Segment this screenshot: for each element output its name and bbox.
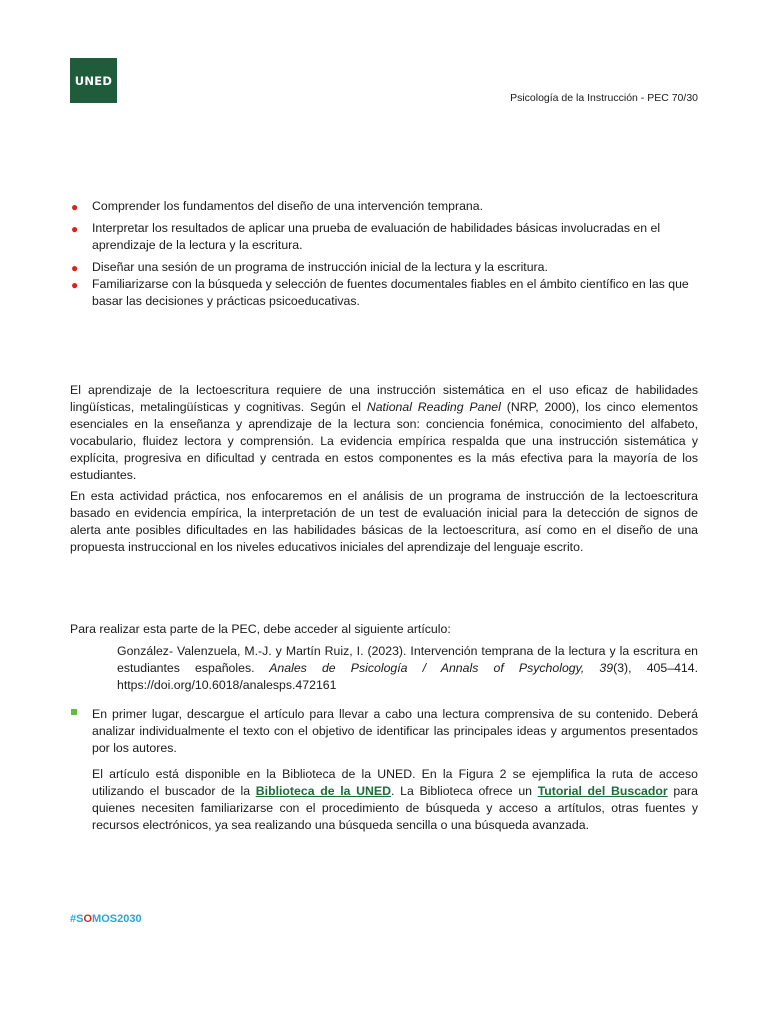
task-block [70,706,698,834]
access-lead: Para realizar esta parte de la PEC, debe acceder al siguiente artículo: [70,622,451,636]
biblioteca-link[interactable]: Biblioteca de la UNED [255,784,392,798]
reference-authors: González- Valenzuela, M.-J. y Martín Ruiz, I. (2023). Intervención temprana de la lectura y la escritura en estudiantes españoles. [117,644,698,675]
objective-item [70,259,700,276]
bullet-dot-icon: ● [71,278,79,292]
header-title: Psicología de la Instrucción - PEC 70/30 [510,92,698,104]
intro-paragraph [70,382,698,484]
tutorial-link[interactable]: Tutorial del Buscador [537,784,668,798]
library-paragraph [92,766,698,834]
reference-issue: (3), 405–414. [613,661,699,675]
uned-logo: UNED [70,58,117,103]
hashtag-part: MOS2030 [92,913,142,925]
bullet-dot-icon: ● [71,200,79,214]
hashtag-part: #S [70,913,84,925]
reference-journal: Anales de Psicología / Annals of Psychology, 39 [254,661,614,675]
footer-hashtag [70,913,142,925]
bullet-dot-icon: ● [71,261,79,275]
bullet-dot-icon: ● [71,222,79,236]
objective-item [70,276,700,310]
objectives-list [70,198,700,310]
objective-text: Comprender los fundamentos del diseño de una intervención temprana. [92,199,484,213]
objective-item [70,220,700,254]
reference-doi: https://doi.org/10.6018/analesps.472161 [117,678,337,692]
bullet-square-icon [71,709,77,715]
objective-text: Diseñar una sesión de un programa de instrucción inicial de la lectura y la escritura. [92,260,548,274]
intro-text: El aprendizaje de la lectoescritura requiere de una instrucción sistemática en el uso eficaz de habilidades lingüísticas, metalingüísticas y cognitivas. Según el [70,383,698,414]
library-text: . La Biblioteca ofrece un [391,784,538,798]
objective-item [70,198,700,215]
task-paragraph: En primer lugar, descargue el artículo para llevar a cabo una lectura comprensiva de su contenido. Deberá analizar individualmente el texto con el objetivo de identificar las principales ideas y argumentos presentados por los autores. [92,707,698,755]
objective-text: Interpretar los resultados de aplicar una prueba de evaluación de habilidades básicas involucradas en el aprendizaje de la lectura y la escritura. [92,221,661,252]
activity-paragraph: En esta actividad práctica, nos enfocaremos en el análisis de un programa de instrucción de la lectoescritura basado en evidencia empírica, la interpretación de un test de evaluación inicial para la detección de signos de alerta ante posibles dificultades en las habilidades básicas de la lectoescritura, así como en el diseño de una propuesta instruccional en los niveles educativos iniciales del aprendizaje del lenguaje escrito. [70,489,698,554]
objective-text: Familiarizarse con la búsqueda y selección de fuentes documentales fiables en el ámbito científico en las que basar las decisiones y prácticas psicoeducativas. [92,277,689,308]
intro-emphasis: National Reading Panel [366,400,501,414]
library-text: para quienes necesiten familiarizarse con el procedimiento de búsqueda y acceso a artítulos, otras fuentes y recursos electrónicos, ya sea realizando una búsqueda sencilla o una búsqueda avanzada. [92,784,698,832]
hashtag-part: O [83,913,93,925]
article-reference [117,643,698,694]
library-text: El artículo está disponible en la Biblioteca de la UNED. En la Figura 2 se ejemplifica la ruta de acceso utilizando el buscador de la [92,767,698,798]
intro-text: (NRP, 2000), los cinco elementos esenciales en la enseñanza y aprendizaje de la lectura son: conciencia fonémica, conocimiento del alfabeto, vocabulario, fluidez lectora y comprensión. La evidencia empírica respalda que una instrucción sistemática y explícita, progresiva en dificultad y centrada en estos componentes es la más efectiva para la mayoría de los estudiantes. [70,400,698,482]
